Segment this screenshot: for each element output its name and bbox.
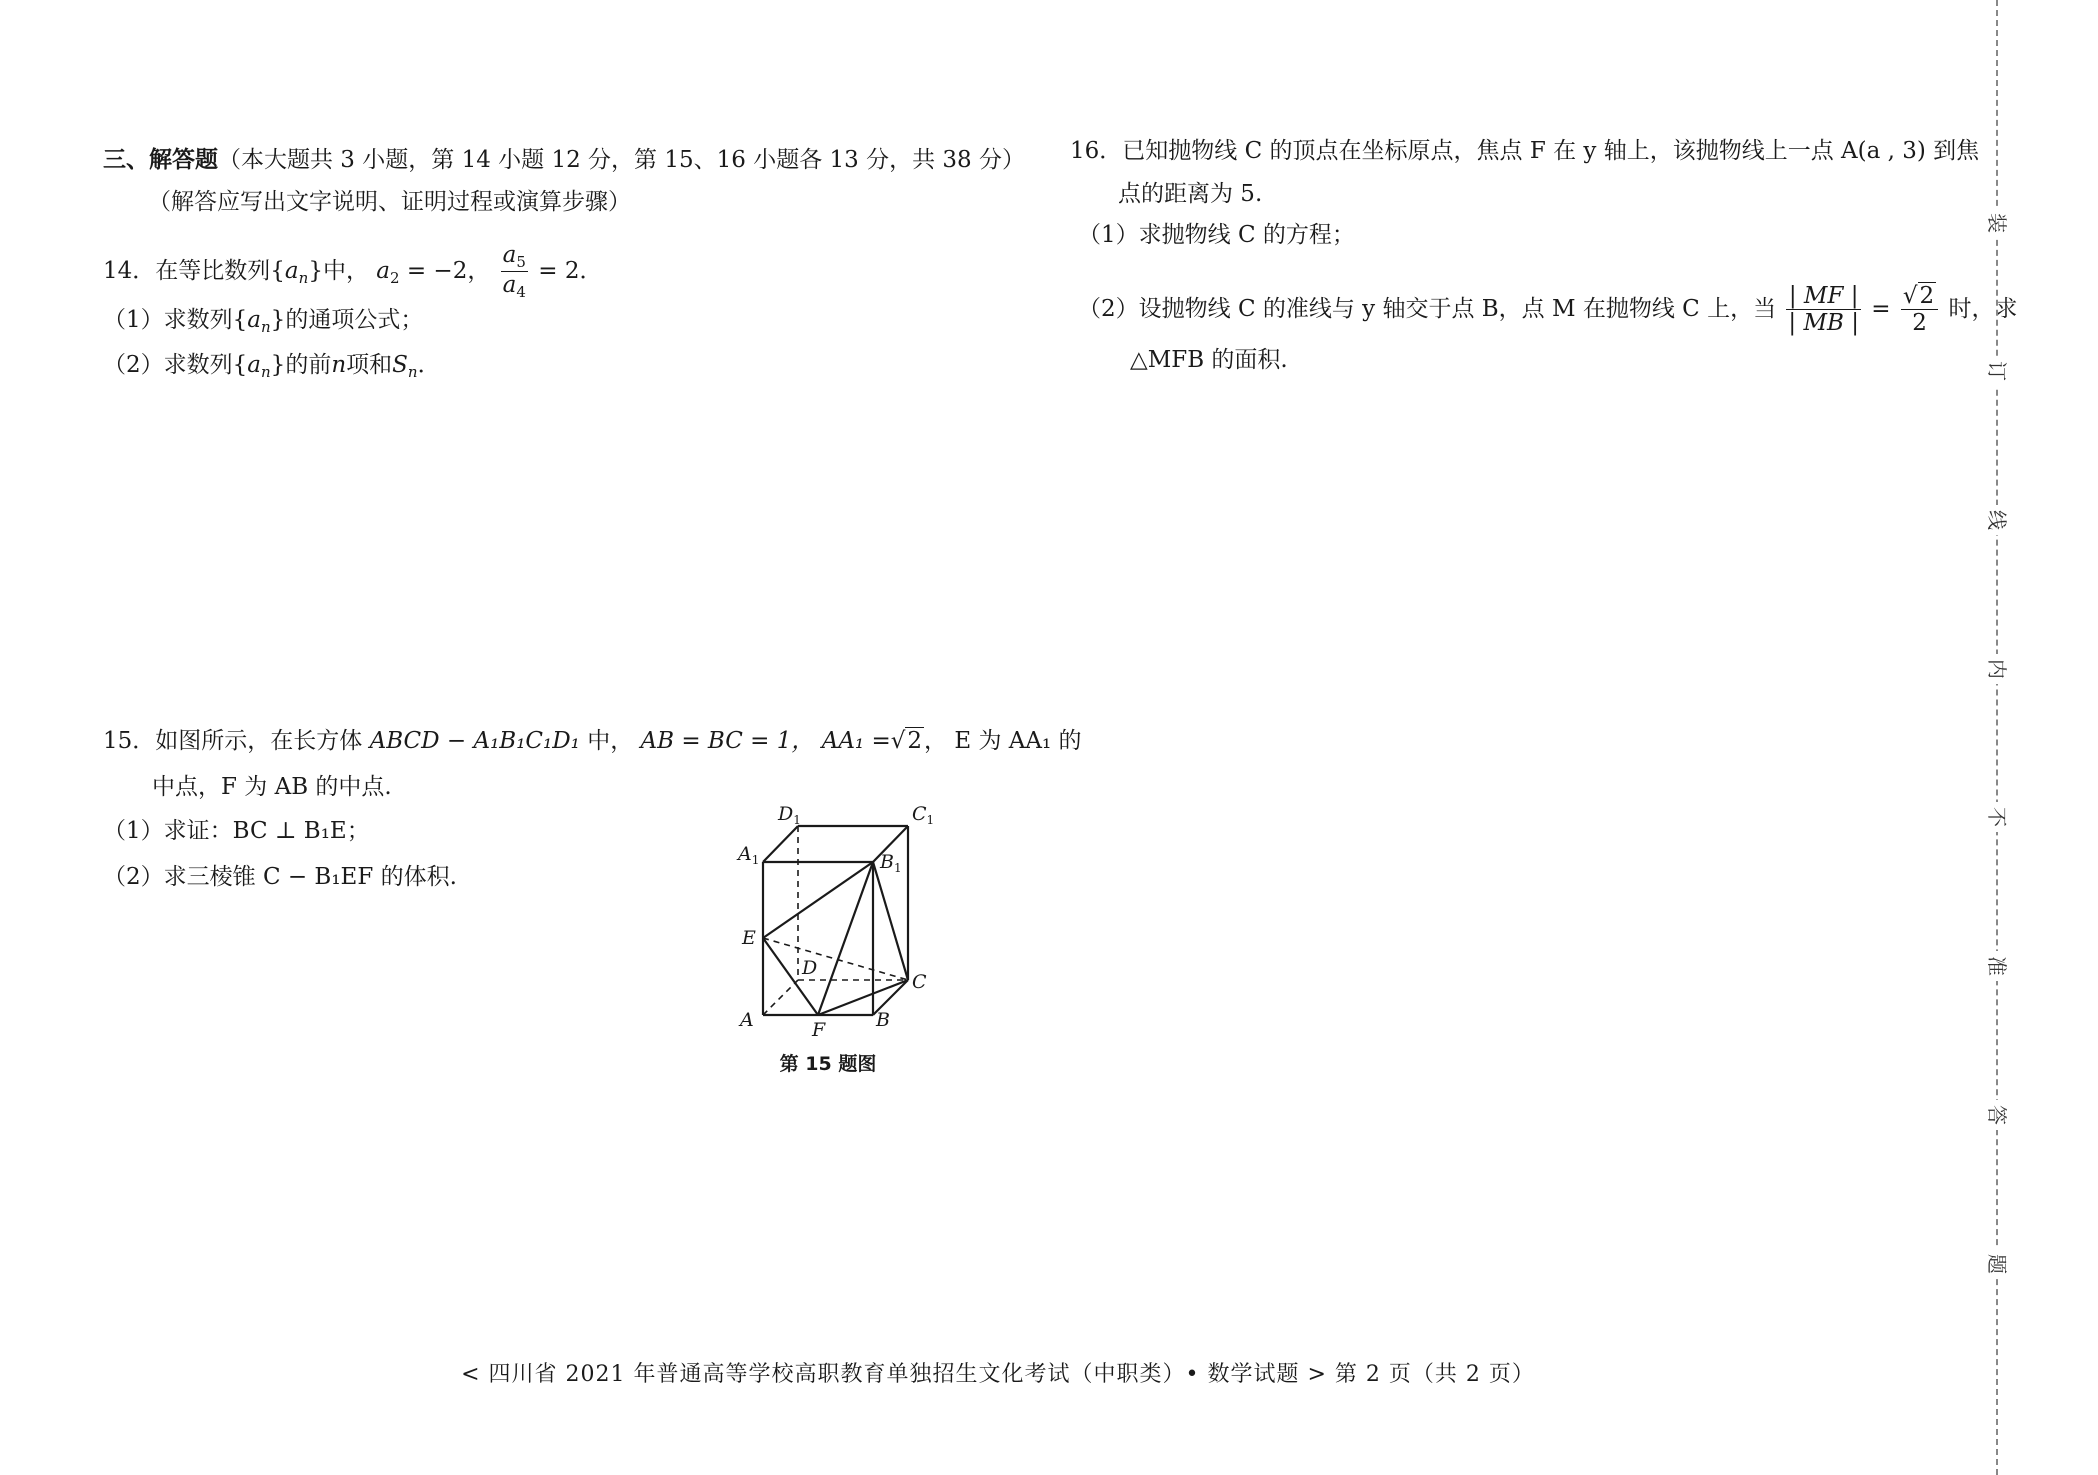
label-d1: $D_1$ xyxy=(778,803,801,827)
q16-part2-cont: △MFB 的面积. xyxy=(1130,347,1288,373)
label-a: A xyxy=(740,1009,754,1031)
label-c1: $C_1$ xyxy=(912,803,935,827)
seg-fb1 xyxy=(818,862,873,1015)
q15-part2: （2）求三棱锥 C − B₁EF 的体积. xyxy=(103,864,457,890)
label-e: E xyxy=(742,927,756,949)
q16-part1: （1）求抛物线 C 的方程； xyxy=(1078,222,1355,248)
binding-char: 订 xyxy=(1982,356,2012,386)
q14-stem: 14．在等比数列$\{a_n\}$中， $a_2 = -2$， $\frac{a_5}{a_4}$ = 2． xyxy=(103,242,603,302)
label-a1: $A_1$ xyxy=(738,843,760,867)
label-b: B xyxy=(876,1009,890,1031)
q16-part2: （2）设抛物线 C 的准线与 y 轴交于点 B，点 M 在抛物线 C 上，当 $\frac{| MF |}{| MB |}$ = $\frac{√2}{2}$ 时，求 xyxy=(1078,283,2018,337)
label-b1: $B_1$ xyxy=(880,851,902,875)
hidden-edge-ad xyxy=(763,980,798,1015)
q14-fraction: $\frac{a_5}{a_4}$ xyxy=(502,242,526,302)
binding-char: 题 xyxy=(1982,1249,2012,1279)
binding-char: 装 xyxy=(1982,208,2012,238)
seg-b1c xyxy=(873,862,908,980)
q15-line1: 15．如图所示，在长方体 ABCD − A₁B₁C₁D₁ 中， AB = BC = 1， AA₁ =√2， E 为 AA₁ 的 xyxy=(103,728,1082,754)
seg-eb1 xyxy=(763,862,873,938)
q16-fraction-sqrt2: $\frac{√2}{2}$ xyxy=(1901,283,1938,337)
label-d: D xyxy=(802,957,818,979)
figure-caption: 第 15 题图 xyxy=(779,1053,877,1075)
binding-char: 内 xyxy=(1982,654,2012,684)
page-footer: < 四川省 2021 年普通高等学校高职教育单独招生文化考试（中职类）• 数学试题 > 第 2 页（共 2 页） xyxy=(461,1362,1535,1387)
q15-part1: （1）求证：BC ⊥ B₁E； xyxy=(103,818,370,844)
q15-line2: 中点，F 为 AB 的中点. xyxy=(152,774,392,800)
q14-part1: （1）求数列$\{a_n\}$的通项公式； xyxy=(103,307,424,336)
q16-line2: 点的距离为 5. xyxy=(1118,181,1263,207)
label-c: C xyxy=(912,971,927,993)
cuboid-diagram xyxy=(720,790,940,1090)
hidden-seg-ec xyxy=(763,938,908,980)
binding-char: 答 xyxy=(1982,1100,2012,1130)
binding-char: 线 xyxy=(1982,505,2012,535)
seg-fc xyxy=(818,980,908,1015)
binding-char: 准 xyxy=(1982,951,2012,981)
binding-char: 不 xyxy=(1982,802,2012,832)
section-heading: 三、解答题（本大题共 3 小题，第 14 小题 12 分，第 15、16 小题各 13 分，共 38 分） xyxy=(103,146,1025,173)
label-f: F xyxy=(812,1019,826,1041)
q16-line1: 16．已知抛物线 C 的顶点在坐标原点，焦点 F 在 y 轴上，该抛物线上一点 A(a , 3) 到焦 xyxy=(1070,138,1980,164)
cuboid-figure xyxy=(720,790,940,1096)
q16-fraction-mf-mb: $\frac{| MF |}{| MB |}$ xyxy=(1788,283,1859,337)
section-note: （解答应写出文字说明、证明过程或演算步骤） xyxy=(148,189,631,215)
q14-part2: （2）求数列$\{a_n\}$的前n项和$S_n$． xyxy=(103,352,441,381)
edge-a1d1 xyxy=(763,826,798,862)
